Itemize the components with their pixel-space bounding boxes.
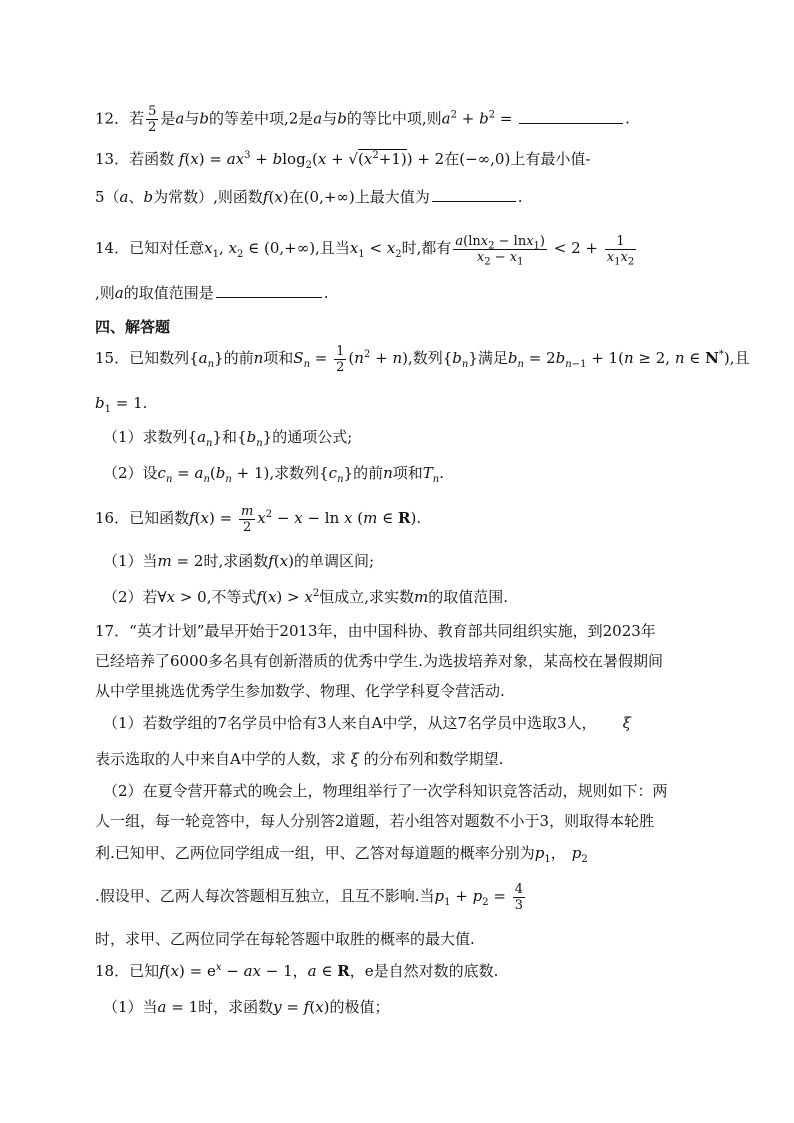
fraction-5-over-2: $\frac{5}{2}$	[148, 104, 157, 135]
question-17-part-2-line-4: .假设甲、乙两人每次答题相互独立，且互不影响.当$p_1 + p_2$ = $\frac{4}{3}$	[95, 881, 524, 913]
question-14-line-2: ,则a的取值范围是 .	[95, 284, 329, 302]
question-17-part-1: （1）若数学组的7名学员中恰有3人来自A中学，从这7名学员中选取3人， ξ	[103, 714, 631, 732]
question-16: 16．已知函数f(x) = $\frac{m}{2}$ $x^2 - x - \ln x$ (m ∈ R).	[95, 503, 422, 535]
answer-blank[interactable]	[216, 296, 322, 298]
question-17-line-3: 从中学里挑选优秀学生参加数学、物理、化学学科夏令营活动.	[95, 682, 505, 700]
question-15-part-2: （2）设$c_n = a_n(b_n + 1)$,求数列$\{c_n\}$的前n项和$T_n$.	[103, 464, 445, 485]
question-17-line-2: 已经培养了6000多名具有创新潜质的优秀中学生.为选拔培养对象，某高校在暑假期间	[95, 652, 663, 670]
question-17-line-1: 17．“英才计划”最早开始于2013年，由中国科协、教育部共同组织实施，到2023年	[95, 622, 656, 640]
question-14: 14．已知对任意$x_1$, $x_2$ ∈ (0,+∞),且当$x_1 < x_2$时,都有 $\frac{a(\ln x_2 - \ln x_1)}{x_2 - x_1}$ < 2 + $\frac{1}{x_1x_2}$	[95, 233, 635, 268]
question-15: 15．已知数列$\{a_n\}$的前n项和$S_n$ = $\frac{1}{2}$ $(n^2 + n)$,数列$\{b_n\}$满足$b_n = 2b_{n-1} + 1(n \ge 2$, n ∈ N*),且	[95, 343, 750, 375]
question-18: 18．已知$f(x) = e^x$ − ax − 1，a ∈ R，e是自然对数的底数.	[95, 962, 499, 980]
question-17-part-2-line-2: 人一组，每一轮竞答中，每人分别答2道题，若小组答对题数不小于3，则取得本轮胜	[95, 812, 655, 830]
fraction-log-difference: $\frac{a(\ln x_2 - \ln x_1)}{x_2 - x_1}$	[455, 233, 545, 268]
answer-blank[interactable]	[519, 122, 623, 124]
fraction-one-over-x1x2: $\frac{1}{x_1x_2}$	[606, 233, 635, 268]
question-18-part-1: （1）当a = 1时，求函数y = f(x)的极值；	[103, 998, 390, 1016]
question-13: 13．若函数 $f(x) = ax^3 + blog_2(x + √(x^2+1)) + 2$在(−∞,0)上有最小值-	[95, 150, 591, 171]
question-13-line-2: 5（a、b为常数）,则函数f(x)在(0,+∞)上最大值为 .	[95, 188, 523, 206]
question-16-part-2: （2）若∀x > 0,不等式$f(x) > x^2$恒成立,求实数m的取值范围.	[103, 588, 509, 606]
answer-blank[interactable]	[432, 200, 516, 202]
question-17-part-1-line-2: 表示选取的人中来自A中学的人数，求 ξ 的分布列和数学期望.	[95, 750, 504, 768]
question-16-part-1: （1）当m = 2时,求函数f(x)的单调区间;	[103, 552, 375, 570]
question-17-part-2-line-5: 时，求甲、乙两位同学在每轮答题中取胜的概率的最大值.	[95, 930, 475, 948]
question-17-part-2-line-3: 利.已知甲、乙两位同学组成一组，甲、乙答对每道题的概率分别为$p_1$， $p_2$	[95, 844, 588, 865]
question-15-part-1: （1）求数列$\{a_n\}$和$\{b_n\}$的通项公式;	[103, 428, 353, 449]
q12-number: 12．若	[95, 109, 145, 128]
question-17-part-2: （2）在夏令营开幕式的晚会上，物理组举行了一次学科知识竞答活动，规则如下：两	[103, 782, 668, 800]
question-12: 12．若 $\frac{5}{2}$ 是a与b的等差中项,2是a与b的等比中项,则$a^2 + b^2$ = .	[95, 104, 630, 135]
question-15-line-2: $b_1 = 1$.	[95, 394, 148, 415]
section-heading: 四、解答题	[95, 318, 171, 336]
